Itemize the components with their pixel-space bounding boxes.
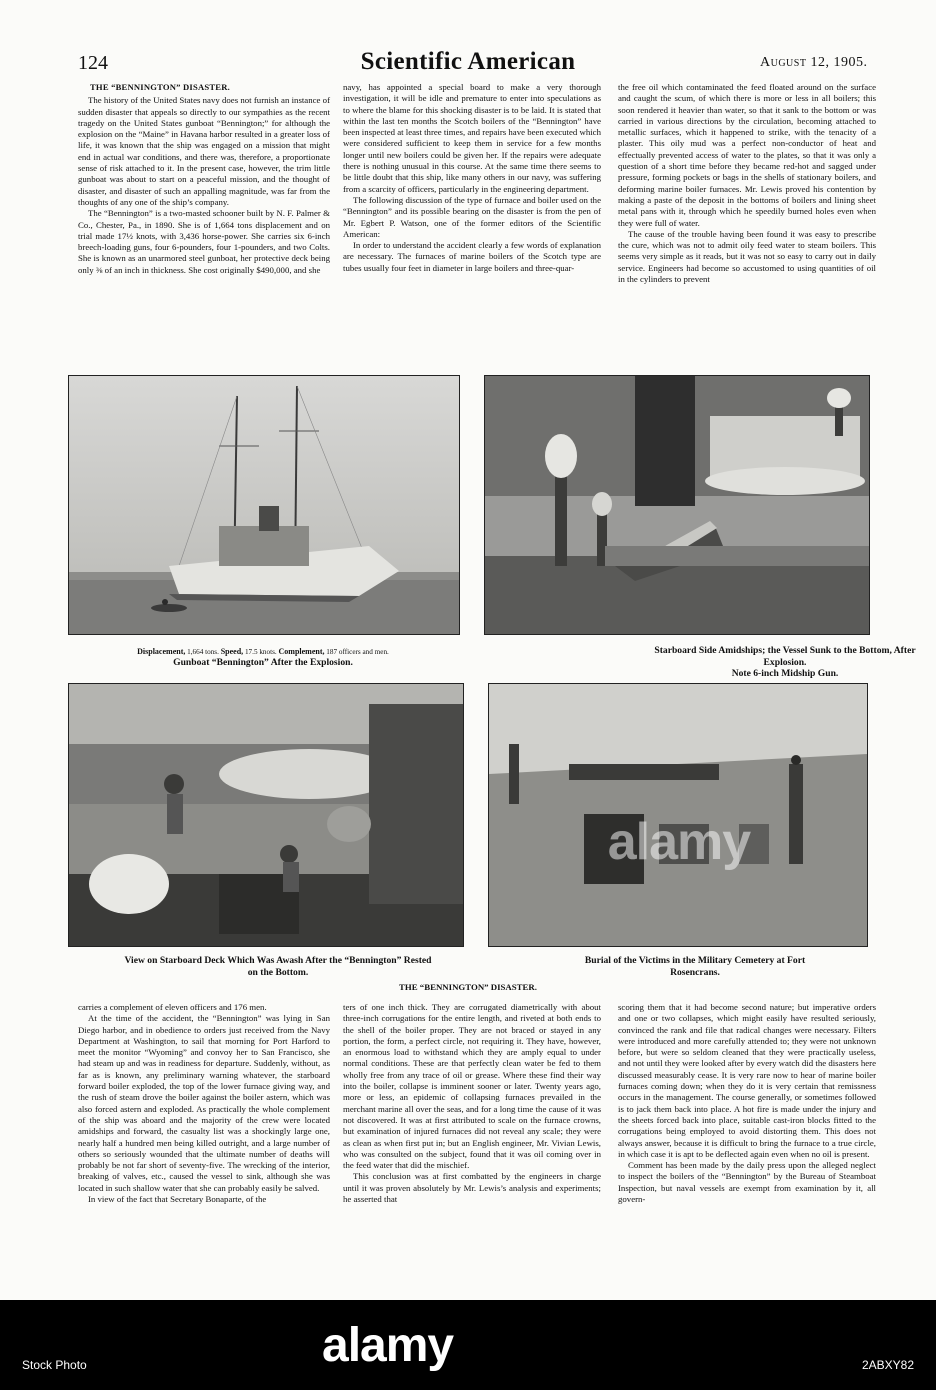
article-title: THE “BENNINGTON” DISASTER. — [90, 82, 230, 92]
paragraph: navy, has appointed a special board to make a very thorough investigation, it will be idle and premature to enter into speculations as to where the blame for this shocking disaster is to be laid. It is stated that within the last ten months the Scotch boilers of the “Bennington” have been inspected at least three times, and repairs have been executed which were considered sufficient to keep them in service for a few months longer until new boilers could be given her. If the repairs were adequate there is nothing unusual in this course. At the same time there seems to be little doubt that this ship, like many others in our navy, was suffering from a scarcity of officers, particularly in the engineering department. — [343, 82, 601, 194]
paragraph: Comment has been made by the daily press upon the alleged neglect to inspect the boilers of the “Bennington” by the Bureau of Steamboat Inspection, but naval vessels are exempt from examination by it, all govern- — [618, 1160, 876, 1205]
paragraph: This conclusion was at first combatted by the engineers in charge until it was proven absolutely by Mr. Lewis’s analysis and experiments; he asserted that — [343, 1171, 601, 1205]
stock-footer-bar — [0, 1300, 936, 1390]
photo-starboard-side-amidships — [484, 375, 870, 635]
page-number: 124 — [78, 52, 108, 74]
paragraph: The following discussion of the type of furnace and boiler used on the “Bennington” and its possible bearing on the disaster is from the pen of Mr. Egbert P. Watson, one of the former editors of the Scientific American: — [343, 194, 601, 239]
caption-line: Burial of the Victims in the Military Cemetery at Fort — [584, 955, 806, 966]
caption-line: Note 6-inch Midship Gun. — [731, 668, 839, 679]
caption-figure-3 — [68, 955, 488, 978]
watermark: alamy — [607, 813, 751, 871]
bottom-column-2 — [343, 1002, 601, 1205]
caption-line: View on Starboard Deck Which Was Awash After the “Bennington” Rested — [124, 955, 432, 966]
spec-label-complement: Complement, — [278, 647, 325, 656]
top-column-3 — [618, 82, 876, 285]
spec-value-speed: 17.5 knots. — [244, 648, 277, 656]
issue-date: August 12, 1905. — [760, 55, 868, 70]
paragraph: In order to understand the accident clearly a few words of explanation are necessary. The furnaces of marine boilers of the Scotch type are tubes usually four feet in diameter in large boilers and three-quar- — [343, 240, 601, 273]
top-column-2 — [343, 82, 601, 274]
paragraph: ters of one inch thick. They are corrugated diametrically with about three-inch corrugations for the entire length, and riveted at both ends to the shell of the boiler proper. They are not braced or stayed in any portion, the form, a perfect circle, not requiring it. They have, however, an enormous load to withstand which they are amply equal to under normal conditions. These are that perfectly clean water be fed to them wholly free from any trace of oil or grease. Where these find their way into the boiler, collapse is imminent sooner or later. Twenty years ago, more or less, an epidemic of collapsing furnaces prevailed in the merchant marine all over the seas, and for a long time the cause of it was not discovered. It was at first attributed to scale on the furnace crowns, but examination of injured furnaces did not reveal any scale; they were as clean as when first put in; but an English engineer, Mr. Vivian Lewis, who was consulted on the subject, found that it was oil coming over in the feed water that did the mischief. — [343, 1002, 601, 1171]
caption-figure-2 — [640, 645, 930, 680]
paragraph: At the time of the accident, the “Bennington” was lying in San Diego harbor, and in obedience to orders just received from the Navy Department at Washington, to sail that morning for Port Harford to meet the monitor “Wyoming” and convoy her to San Francisco, she had steam up and was in readiness for departure. Suddenly, without, as far as is known, any preliminary warning whatever, the starboard forward boiler exploded, the top of the lower furnace giving way, and the rush of steam drove the boiler against the boiler astern, which was also forced astern and exploded. As practically the whole complement of the ship was aboard and the majority of the crew were located amidships and forward, the casualty list was a shockingly large one, nearly half a hundred men being killed outright, and a large number of others so seriously wounded that the ultimate number of deaths will probably be not far short of seventy-five. The wrecking of the interior, breaking of valves, etc., caused the vessel to sink, although she was located in such shallow water that she can probably easily be salved. — [78, 1013, 330, 1193]
paragraph: In view of the fact that Secretary Bonaparte, of the — [88, 1194, 267, 1205]
photo-burial-of-victims — [488, 683, 868, 947]
spec-label-speed: Speed, — [220, 647, 244, 656]
photo-starboard-deck-awash — [68, 683, 464, 947]
spec-value-displacement: 1,664 tons. — [187, 648, 219, 656]
paragraph: scoring them that it had become second nature; but imperative orders and one or two collapses, which might easily have resulted seriously, convinced the rank and file that radical changes were necessary. Filters were introduced and more carefully attended to; they were not unknown before, but were so seldom cleaned that they were practically useless, and not until they were looked after by every watch did the disasters here discussed measurably cease. It is very rare now to hear of marine boiler furnaces coming down; when they do it is very certain that remissness occurs in the management. The course generally, or sometimes followed is to jack them back into place. A hot fire is made under the injury and the sheets forced back into place, suitable cast-iron blocks fitted to the corrugations being employed to avoid distorting them. This does not always answer, because it is difficult to bring the furnace to a true circle, in which case it is apt to be deflected again even when no oil is present. — [618, 1002, 876, 1159]
stock-photo-label: Stock Photo — [22, 1358, 87, 1372]
caption-figure-4 — [500, 955, 890, 978]
alamy-logo: alamy — [322, 1319, 454, 1372]
paragraph: the free oil which contaminated the feed floated around on the surface and caught the scum, of which there is more or less in all boilers; this soon rendered it heavier than water, so that it sank to the bottom or was carried in various directions by the circulation, becoming attached to metallic surfaces, which it happened to strike, with the tenacity of a plaster. This oily mud was a perfect non-conductor of heat and effectually prevented access of water to the plates, so that it was only a question of a short time before they became red-hot and sagged under pressure, forming pockets or bags in the shells of stationary boilers, and deforming marine boiler furnaces. Mr. Lewis proved his contention by making a paste of the deposit in the bottoms of boilers and lining sheet metal pans with it, through which he speedily burned holes even when they were full of water. — [618, 82, 876, 228]
paragraph: carries a complement of eleven officers and 176 men. — [78, 1002, 267, 1012]
specs-line — [68, 647, 458, 656]
spec-value-complement: 187 officers and men. — [326, 648, 389, 656]
paragraph: The “Bennington” is a two-masted schooner built by N. F. Palmer & Co., Chester, Pa., in 1890. She is of 1,664 tons displacement and on trial made 17½ knots, with 3,436 horse-power. She carries six 6-inch breech-loading guns, four 6-pounders, four 1-pounders, and two Colts. She is known as an unarmored steel gunboat, her protective deck being only ⅜ of an inch in thickness. She cost originally $490,000, and she — [78, 208, 330, 275]
photo-gunboat-after-explosion — [68, 375, 460, 635]
bottom-column-3 — [618, 1002, 876, 1205]
figures-group-title: THE “BENNINGTON” DISASTER. — [399, 982, 537, 992]
paragraph: The history of the United States navy does not furnish an instance of sudden disaster that appeals so directly to our sympathies as the recent tragedy on the United States gunboat “Bennington;” for although the explosion on the “Maine” in Havana harbor resulted in a greater loss of life, it was known that the ship was engaged on a mission that might end in actual war conditions, and there was, therefore, a proportionate sense of risk attached to it. In the present case, however, the trim little gunboat was about to start on a peaceful mission, and the thought of disaster, and disaster of such an appalling magnitude, was far from the thoughts of any one of the ship’s company. — [78, 95, 330, 207]
caption-line: on the Bottom. — [247, 966, 309, 978]
caption-figure-1: Gunboat “Bennington” After the Explosion. — [173, 657, 353, 668]
top-column-1 — [78, 82, 330, 276]
bottom-column-1 — [78, 1002, 330, 1205]
paragraph: The cause of the trouble having been found it was easy to prescribe the cure, which was not to admit oily feed water to steam boilers. This seems very simple as it reads, but it was not so easy to carry out in daily service. Engineers had become so accustomed to using quantities of oil in the cylinders to prevent — [618, 228, 876, 285]
caption-line: Starboard Side Amidships; the Vessel Sunk to the Bottom, After Explosion. — [654, 645, 916, 668]
masthead: Scientific American — [360, 48, 576, 75]
spec-label-displacement: Displacement, — [137, 647, 186, 656]
image-code: 2ABXY82 — [861, 1358, 914, 1372]
caption-line: Rosencrans. — [670, 966, 720, 978]
